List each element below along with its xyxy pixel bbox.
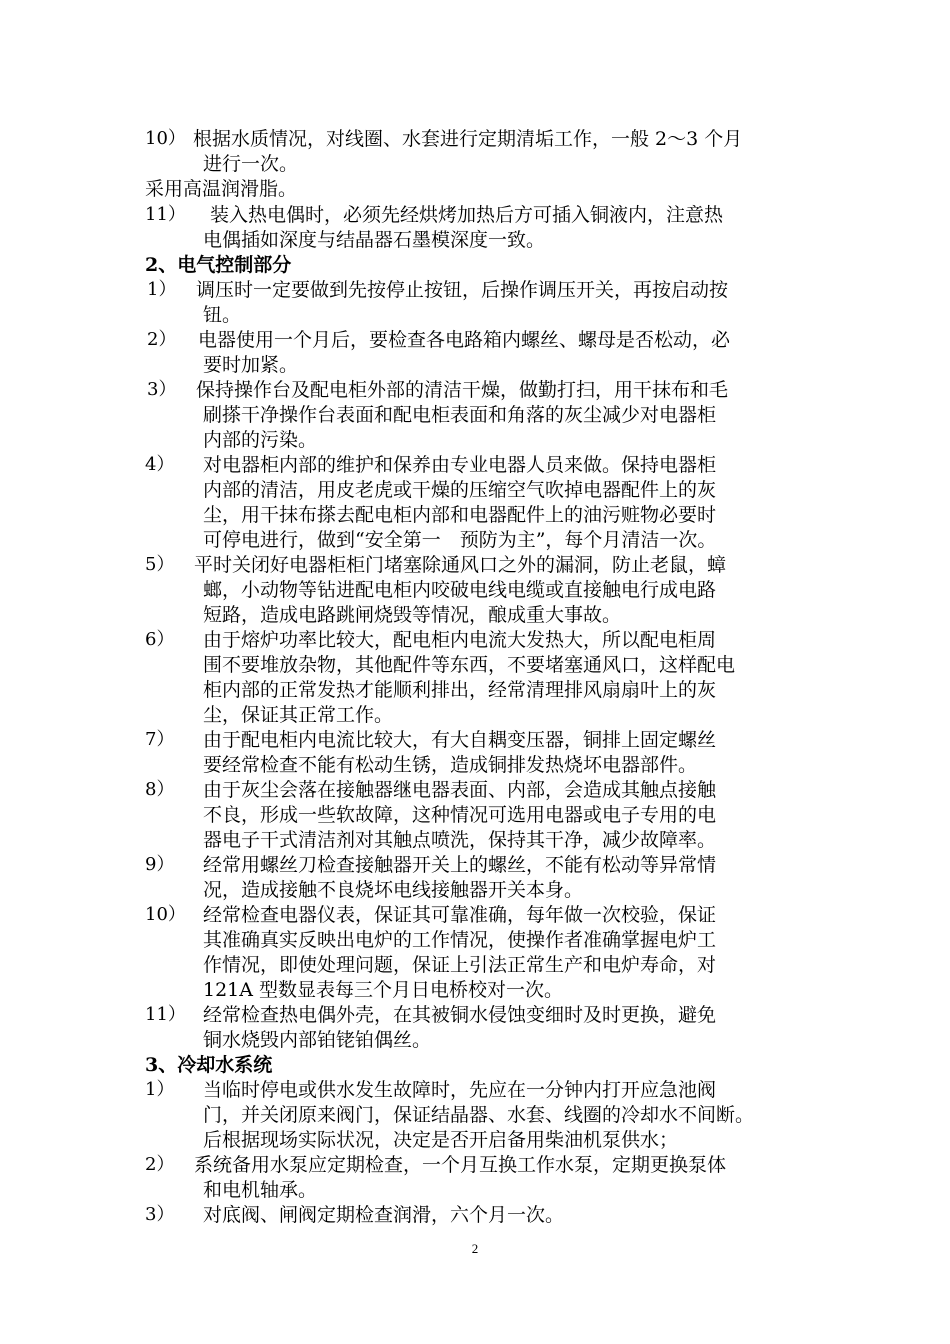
item-text-line: 要时加紧。 (203, 354, 299, 376)
item-text-line: 装入热电偶时，必须先经烘烤加热后方可插入铜液内，注意热 (210, 204, 724, 226)
item-text-line: 刷搽干净操作台表面和配电柜表面和角落的灰尘减少对电器柜 (203, 404, 717, 426)
item-text-line: 经常检查电器仪表，保证其可靠准确，每年做一次校验，保证 (203, 904, 717, 926)
item-text-line: 平时关闭好电器柜柜门堵塞除通风口之外的漏洞，防止老鼠，蟑 (194, 554, 727, 576)
item-text-line: 短路，造成电路跳闸烧毁等情况，酿成重大事故。 (203, 604, 622, 626)
item-text-line: 调压时一定要做到先按停止按钮，后操作调压开关，再按启动按 (196, 279, 729, 301)
item-text-line: 柜内部的正常发热才能顺利排出，经常清理排风扇扇叶上的灰 (203, 679, 717, 701)
item-text-line: 对电器柜内部的维护和保养由专业电器人员来做。保持电器柜 (203, 454, 717, 476)
item-number: 5） (145, 554, 175, 575)
item-text-line: 经常检查热电偶外壳，在其被铜水侵蚀变细时及时更换，避免 (203, 1004, 717, 1026)
item-number: 1） (145, 1079, 175, 1100)
section-heading: 3、冷却水系统 (145, 1054, 273, 1076)
item-number: 1） (147, 279, 177, 300)
item-number: 10） (145, 904, 186, 925)
item-text-line: 后根据现场实际状况，决定是否开启备用柴油机泵供水； (203, 1129, 679, 1151)
item-text-line: 内部的清洁，用皮老虎或干燥的压缩空气吹掉电器配件上的灰 (203, 479, 717, 501)
item-number: 3） (147, 379, 177, 400)
item-number: 10） (145, 128, 186, 149)
page-number: 2 (471, 1241, 479, 1256)
item-text-line: 由于配电柜内电流比较大，有大自耦变压器，铜排上固定螺丝 (203, 729, 717, 751)
item-text-line: 器电子干式清洁剂对其触点喷洗，保持其干净，减少故障率。 (203, 829, 717, 851)
item-text-line: 经常用螺丝刀检查接触器开关上的螺丝，不能有松动等异常情 (203, 854, 717, 876)
item-text-line: 不良，形成一些软故障，这种情况可选用电器或电子专用的电 (203, 804, 717, 826)
item-text-line: 钮。 (203, 304, 242, 326)
item-text-line: 根据水质情况，对线圈、水套进行定期清垢工作，一般 2～3 个月 (193, 128, 743, 150)
plain-text: 采用高温润滑脂。 (145, 178, 298, 200)
item-text-line: 铜水烧毁内部铂铑铂偶丝。 (203, 1029, 432, 1051)
item-number: 3） (145, 1204, 175, 1225)
item-text-line: 电器使用一个月后，要检查各电路箱内螺丝、螺母是否松动，必 (198, 329, 731, 351)
item-text-line: 当临时停电或供水发生故障时，先应在一分钟内打开应急池阀 (203, 1079, 717, 1101)
item-text-line: 内部的污染。 (203, 429, 318, 451)
item-text-line: 围不要堆放杂物，其他配件等东西，不要堵塞通风口，这样配电 (203, 654, 736, 676)
item-text-line: 况，造成接触不良烧坏电线接触器开关本身。 (203, 879, 584, 901)
item-text-line: 可停电进行，做到“安全第一 预防为主”，每个月清洁一次。 (203, 529, 717, 551)
item-number: 9） (145, 854, 175, 875)
item-number: 8） (145, 779, 175, 800)
item-text-line: 进行一次。 (203, 153, 299, 175)
item-number: 4） (145, 454, 175, 475)
item-text-line: 系统备用水泵应定期检查，一个月互换工作水泵，定期更换泵体 (194, 1154, 727, 1176)
section-heading: 2、电气控制部分 (145, 254, 292, 276)
item-text-line: 要经常检查不能有松动生锈，造成铜排发热烧坏电器部件。 (203, 754, 698, 776)
item-text-line: 保持操作台及配电柜外部的清洁干燥，做勤打扫，用干抹布和毛 (196, 379, 729, 401)
item-number: 6） (145, 629, 175, 650)
item-text-line: 尘，用干抹布搽去配电柜内部和电器配件上的油污赃物必要时 (203, 504, 717, 526)
item-text-line: 由于熔炉功率比较大，配电柜内电流大发热大，所以配电柜周 (203, 629, 717, 651)
item-text-line: 对底阀、闸阀定期检查润滑，六个月一次。 (203, 1204, 565, 1226)
item-number: 7） (145, 729, 175, 750)
item-number: 2） (145, 1154, 175, 1175)
item-number: 11） (145, 204, 186, 225)
item-text-line: 121A 型数显表每三个月日电桥校对一次。 (203, 979, 564, 1001)
item-text-line: 由于灰尘会落在接触器继电器表面、内部，会造成其触点接触 (203, 779, 717, 801)
item-number: 11） (145, 1004, 186, 1025)
item-text-line: 和电机轴承。 (203, 1179, 318, 1201)
item-text-line: 电偶插如深度与结晶器石墨模深度一致。 (203, 229, 546, 251)
item-number: 2） (147, 329, 177, 350)
item-text-line: 其准确真实反映出电炉的工作情况，使操作者准确掌握电炉工 (203, 929, 717, 951)
item-text-line: 螂，小动物等钻进配电柜内咬破电线电缆或直接触电行成电路 (203, 579, 717, 601)
item-text-line: 作情况，即使处理问题，保证上引法正常生产和电炉寿命，对 (203, 954, 717, 976)
item-text-line: 尘，保证其正常工作。 (203, 704, 394, 726)
item-text-line: 门，并关闭原来阀门，保证结晶器、水套、线圈的冷却水不间断。 (203, 1104, 755, 1126)
